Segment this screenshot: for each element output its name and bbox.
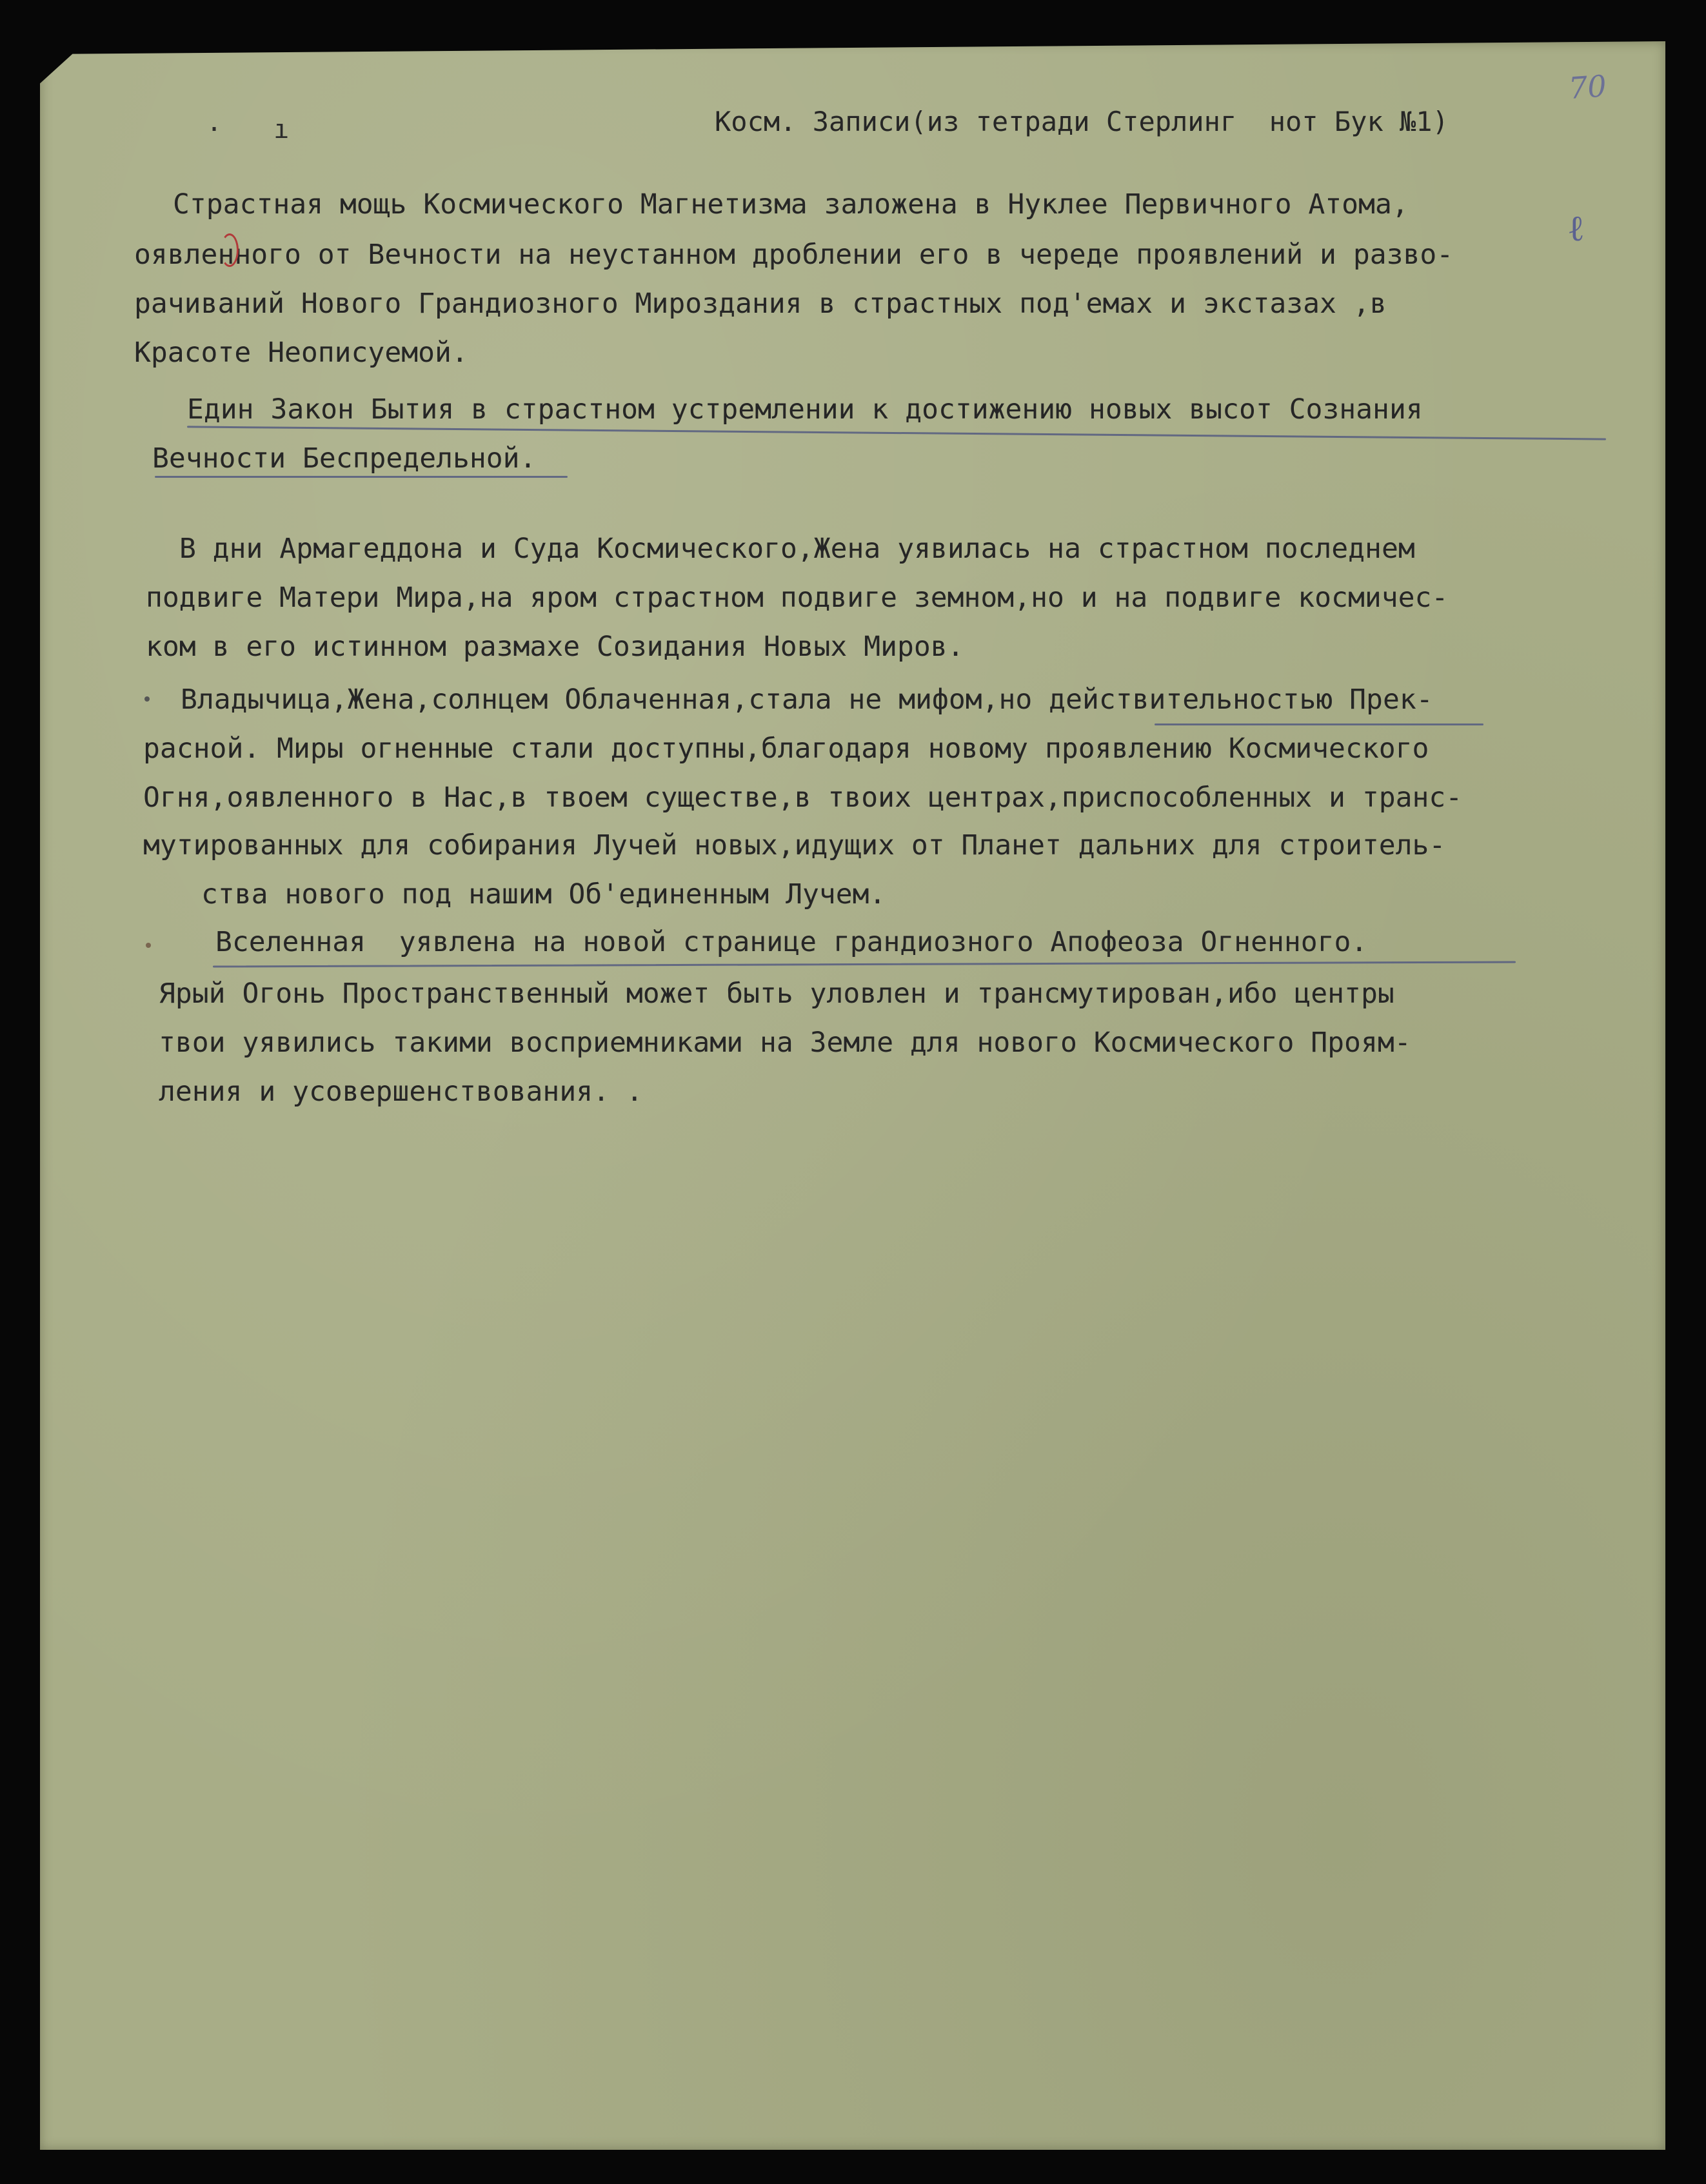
ink-speck (144, 696, 150, 702)
text-line-12: Огня,оявленного в Нас,в твоем существе,в твоих центрах,приспособленных и транс- (143, 782, 1463, 814)
text-line-2: оявленного от Вечности на неустанном дроблении его в череде проявлений и разво- (134, 239, 1454, 271)
text-line-5: Един Закон Бытия в страстном устремлении к достижению новых высот Сознания (187, 393, 1423, 426)
text-line-1: Страстная мощь Космического Магнетизма заложена в Нуклее Первичного Атома, (173, 188, 1409, 221)
text-line-17: твои уявились такими восприемниками на Земле для нового Космического Проям- (159, 1027, 1411, 1059)
text-line-4: Красоте Неописуемой. (134, 337, 468, 369)
text-line-13: мутированных для собирания Лучей новых,идущих от Планет дальних для строитель- (143, 829, 1446, 861)
text-line-18: ления и усовершенствования. . (159, 1076, 643, 1108)
text-line-3: рачиваний Нового Грандиозного Мироздания в страстных под'емах и экстазах ,в (134, 288, 1387, 320)
margin-annotation-icon: ℓ (1567, 208, 1585, 250)
document-header: Косм. Записи(из тетради Стерлинг нот Бук №1) (715, 106, 1449, 137)
text-line-14: ства нового под нашим Об'единенным Лучем. (201, 878, 886, 910)
margin-mark: · ı (206, 115, 308, 144)
text-line-8: подвиге Матери Мира,на яром страстном подвиге земном,но и на подвиге космичес- (146, 582, 1449, 614)
text-line-11: расной. Миры огненные стали доступны,благодаря новому проявлению Космического (143, 733, 1429, 765)
underline-stroke (1155, 723, 1483, 725)
ink-speck (146, 943, 151, 948)
text-line-16: Ярый Огонь Пространственный может быть уловлен и трансмутирован,ибо центры (159, 978, 1394, 1010)
text-line-10: Владычица,Жена,солнцем Облаченная,стала не мифом,но действительностью Прек- (181, 684, 1433, 716)
underline-stroke (155, 476, 568, 478)
handwritten-page-number: 70 (1567, 68, 1608, 106)
red-correction-mark (221, 233, 239, 267)
text-line-7: В дни Армагеддона и Суда Космического,Жена уявилась на страстном последнем (179, 533, 1415, 565)
text-line-15: Вселенная уявлена на новой странице грандиозного Апофеоза Огненного. (215, 926, 1368, 958)
text-line-6: Вечности Беспредельной. (152, 442, 537, 475)
text-line-9: ком в его истинном размахе Созидания Новых Миров. (146, 631, 964, 663)
